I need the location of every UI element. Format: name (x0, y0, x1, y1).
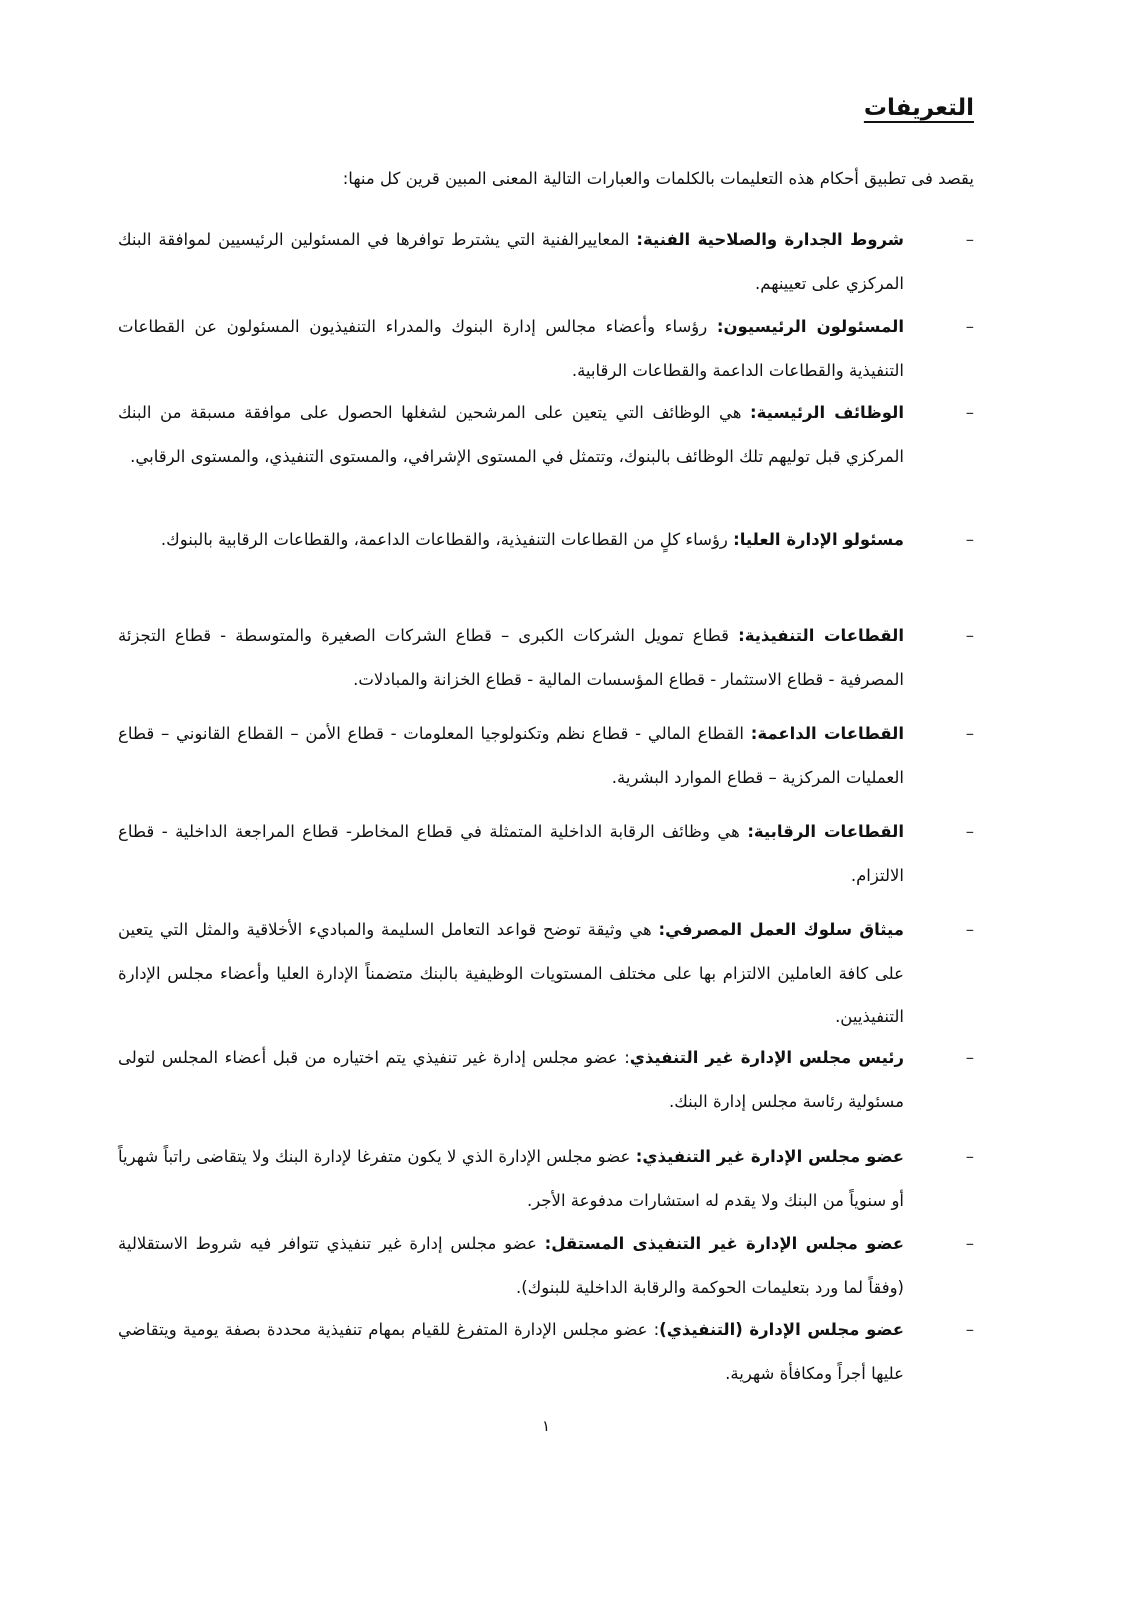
definition-text: : عضو مجلس إدارة غير تنفيذي يتم اختياره من قبل أعضاء المجلس لتولى مسئولية رئاسة مجلس إدارة البنك. (118, 1048, 904, 1111)
definition-text: المعاييرالفنية التي يشترط توافرها في المسئولين الرئيسيين لموافقة البنك المركزي على تعيينهم. (118, 230, 904, 293)
definition-text: : عضو مجلس الإدارة المتفرغ للقيام بمهام تنفيذية محددة بصفة يومية ويتقاضي عليها أجراً ومكافأة شهرية. (118, 1320, 904, 1383)
dash-bullet: – (965, 1320, 974, 1339)
definition-text: رؤساء وأعضاء مجالس إدارة البنوك والمدراء التنفيذيون المسئولون عن القطاعات التنفيذية والقطاعات الداعمة والقطاعات الرقابية. (118, 317, 904, 380)
dash-bullet: – (965, 724, 974, 743)
document-page (118, 0, 974, 1600)
dash-bullet: – (965, 1048, 974, 1067)
page-title: التعريفات (863, 95, 974, 121)
definition-term: الوظائف الرئيسية: (749, 403, 904, 422)
definition-term: ميثاق سلوك العمل المصرفي: (658, 920, 904, 939)
definition-term: مسئولو الإدارة العليا: (733, 530, 904, 549)
dash-bullet: – (965, 626, 974, 645)
definition-item (118, 810, 974, 897)
definition-item (118, 712, 974, 799)
definition-item (118, 1036, 974, 1123)
definition-item (118, 614, 974, 701)
definition-text: هي الوظائف التي يتعين على المرشحين لشغلها الحصول على موافقة مسبقة من البنك المركزي قبل توليهم تلك الوظائف بالبنوك، وتتمثل في المستوى الإشرافي، والمستوى التنفيذي، والمستوى الرقابي. (118, 403, 904, 466)
dash-bullet: – (965, 403, 974, 422)
definition-item (118, 391, 974, 478)
definition-term: القطاعات الداعمة: (750, 724, 904, 743)
definition-text: عضو مجلس إدارة غير تنفيذي تتوافر فيه شروط الاستقلالية (وفقاً لما ورد بتعليمات الحوكمة والرقابة الداخلية للبنوك). (118, 1234, 904, 1297)
dash-bullet: – (965, 822, 974, 841)
definition-item (118, 908, 974, 1039)
definition-item (118, 518, 974, 562)
definition-term: المسئولون الرئيسيون: (716, 317, 904, 336)
dash-bullet: – (965, 530, 974, 549)
definition-text: قطاع تمويل الشركات الكبرى – قطاع الشركات الصغيرة والمتوسطة - قطاع التجزئة المصرفية - قطاع الاستثمار - قطاع المؤسسات المالية - قطاع الخزانة والمبادلات. (118, 626, 904, 689)
definition-term: رئيس مجلس الإدارة غير التنفيذي (629, 1048, 904, 1067)
definition-item (118, 305, 974, 392)
definition-term: عضو مجلس الإدارة غير التنفيذي: (635, 1147, 905, 1166)
dash-bullet: – (965, 317, 974, 336)
definition-term: القطاعات الرقابية: (747, 822, 904, 841)
page-number: ١ (541, 1417, 551, 1435)
dash-bullet: – (965, 1147, 974, 1166)
definition-item (118, 1135, 974, 1222)
definition-item (118, 1308, 974, 1395)
dash-bullet: – (965, 230, 974, 249)
definition-text: هي وثيقة توضح قواعد التعامل السليمة والمباديء الأخلاقية والمثل التي يتعين على كافة العاملين الالتزام بها على مختلف المستويات الوظيفية بالبنك متضمناً الإدارة العليا وأعضاء مجلس الإدارة التنفيذيين. (118, 920, 904, 1026)
definition-term: عضو مجلس الإدارة غير التنفيذى المستقل: (544, 1234, 904, 1253)
definition-term: عضو مجلس الإدارة (التنفيذي) (659, 1320, 905, 1339)
dash-bullet: – (965, 920, 974, 939)
definition-text: عضو مجلس الإدارة الذي لا يكون متفرغا لإدارة البنك ولا يتقاضى راتباً شهرياً أو سنوياً من البنك ولا يقدم له استشارات مدفوعة الأجر. (118, 1147, 904, 1210)
dash-bullet: – (965, 1234, 974, 1253)
definition-term: القطاعات التنفيذية: (738, 626, 904, 645)
definition-text: القطاع المالي - قطاع نظم وتكنولوجيا المعلومات - قطاع الأمن – القطاع القانوني – قطاع العمليات المركزية – قطاع الموارد البشرية. (118, 724, 904, 787)
definition-item (118, 1222, 974, 1309)
definition-item (118, 218, 974, 305)
intro-paragraph: يقصد فى تطبيق أحكام هذه التعليمات بالكلمات والعبارات التالية المعنى المبين قرين كل منها: (342, 169, 974, 188)
definition-term: شروط الجدارة والصلاحية الفنية: (636, 230, 904, 249)
definition-text: رؤساء كلٍ من القطاعات التنفيذية، والقطاعات الداعمة، والقطاعات الرقابية بالبنوك. (160, 530, 734, 549)
definition-text: هي وظائف الرقابة الداخلية المتمثلة في قطاع المخاطر- قطاع المراجعة الداخلية - قطاع الالتزام. (118, 822, 904, 885)
